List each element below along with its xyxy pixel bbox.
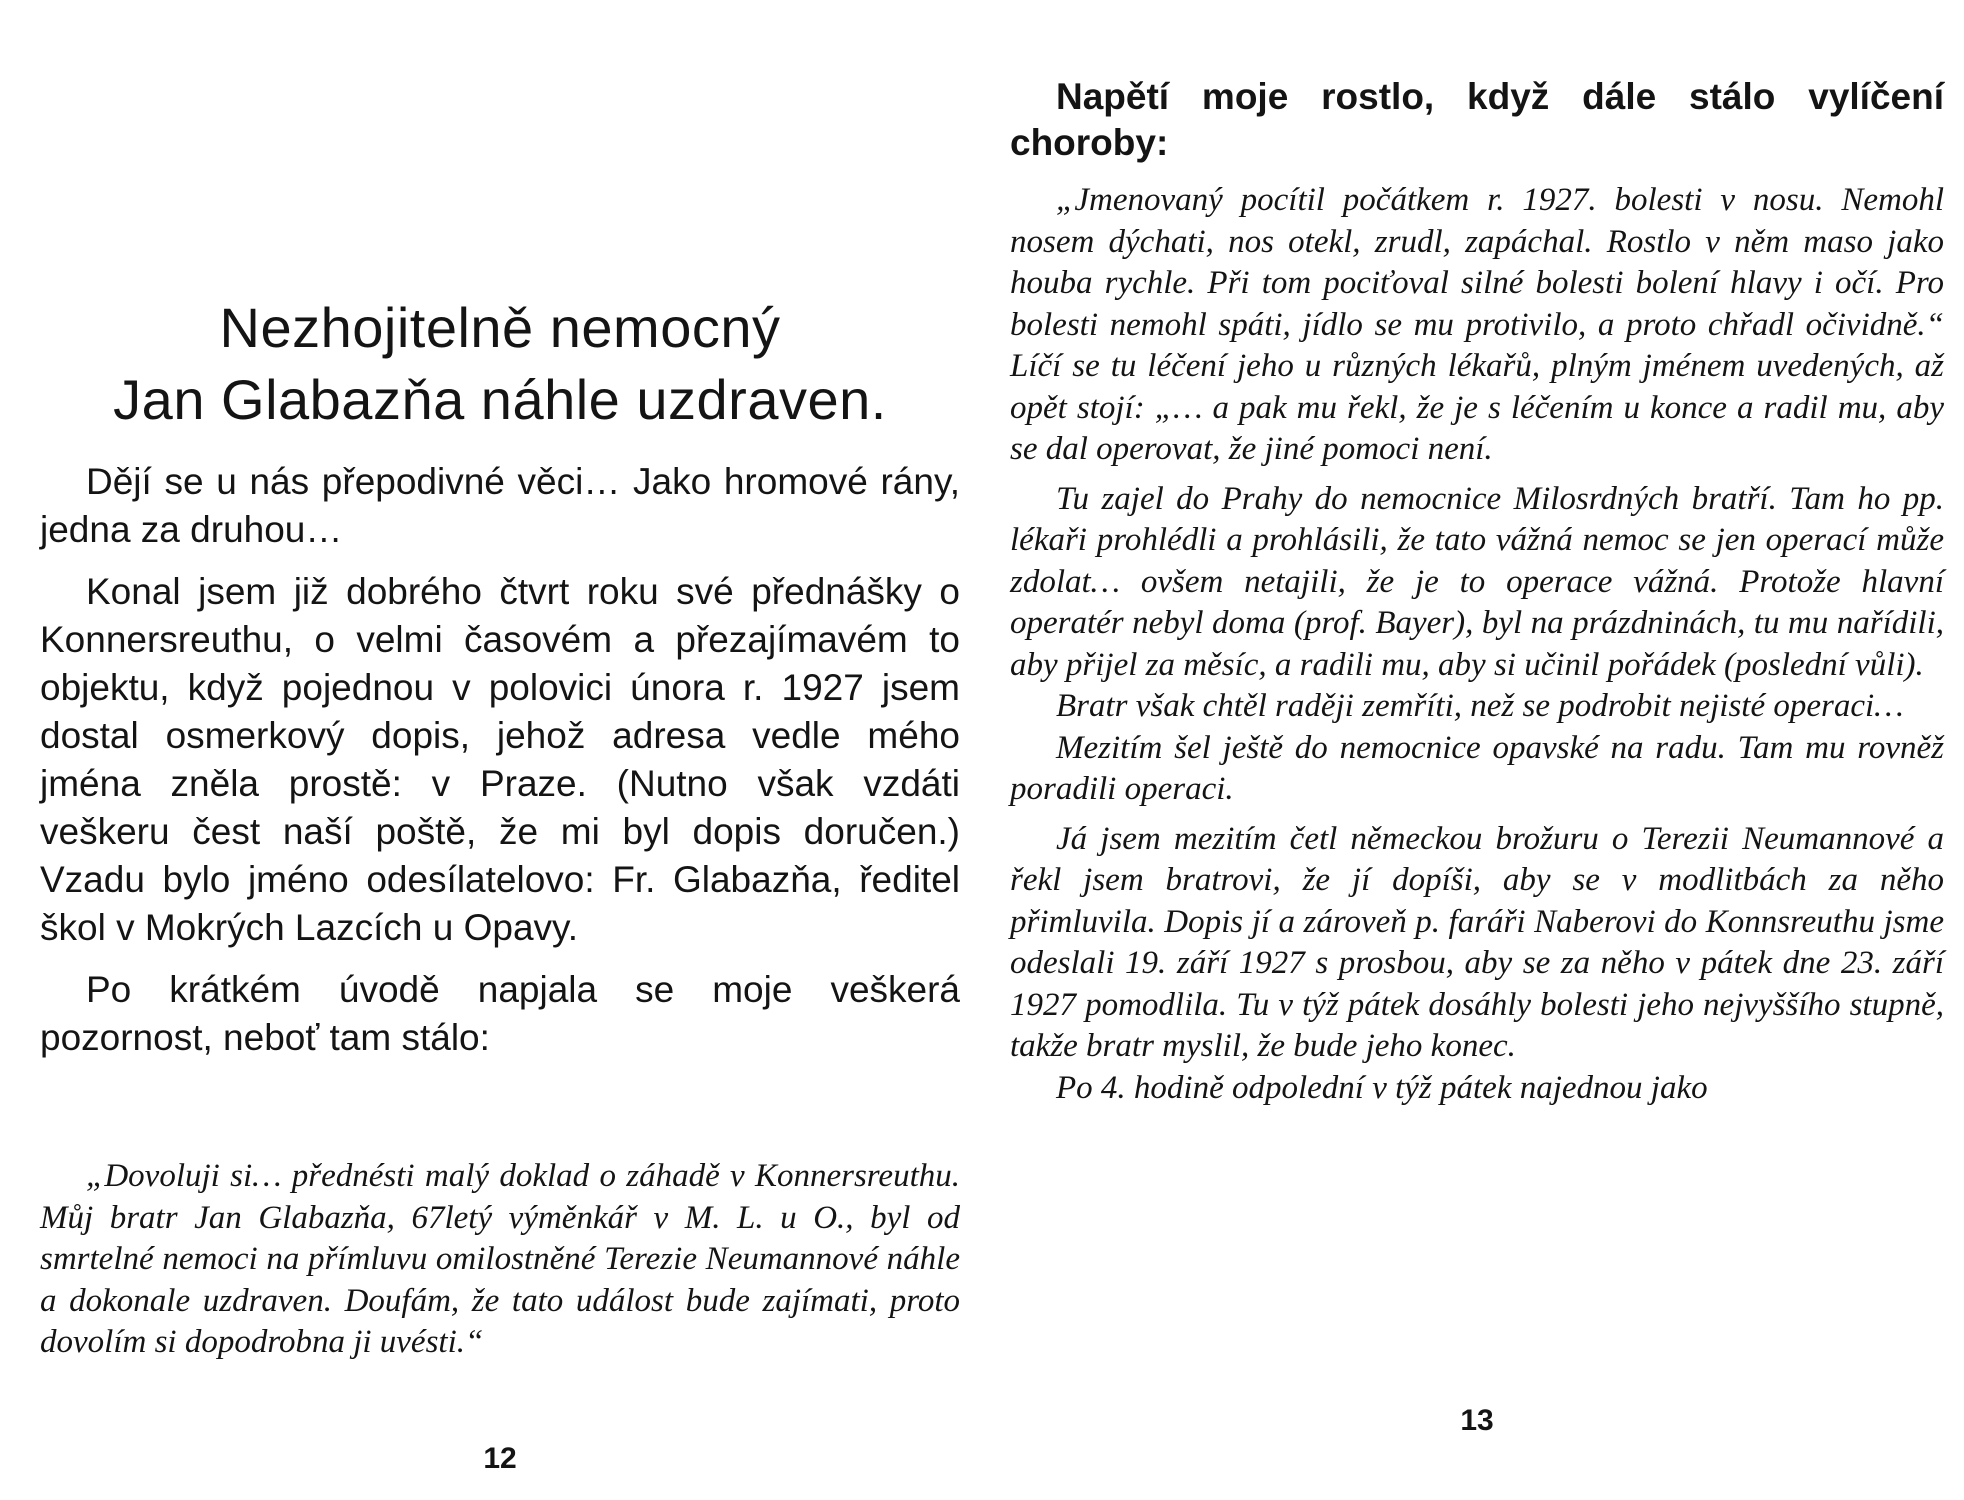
letter-quote: „Dovoluji si… přednésti malý doklad o záhadě v Konnersreuthu. Můj bratr Jan Glabazňa, 67letý výměnkář v M. L. u O., byl od smrtelné nemoci na přímluvu omilostněné Terezie Neumannové náhle a dokonale uzdraven. Doufám, že tato událost bude zajímati, proto dovolím si dopodrobna ji uvésti.“ xyxy=(40,1158,960,1360)
quote-paragraph: „Jmenovaný pocítil počátkem r. 1927. bolesti v nosu. Nemohl nosem dýchati, nos otekl, zrudl, zapáchal. Rostlo v něm maso jako houba rychle. Při tom pociťoval silné bolesti bolení hlavy i očí. Pro bolesti nemohl spáti, jídlo se mu protivilo, a proto chřadl očividně.“ Líčí se tu léčení jeho u různých lékařů, plným jménem uvedených, až opět stojí: „… a pak mu řekl, že je s léčením u konce a radil mu, aby se dal operovat, že jiné pomoci není. xyxy=(1010,182,1944,467)
quote-paragraph: Mezitím šel ještě do nemocnice opavské na radu. Tam mu rovněž poradili operaci. xyxy=(1010,729,1944,807)
left-page xyxy=(40,0,960,1500)
illness-description-quote xyxy=(1010,180,1944,1109)
page-number-left: 12 xyxy=(483,1442,517,1475)
paragraph: Po krátkém úvodě napjala se moje veškerá pozornost, neboť tam stálo: xyxy=(40,969,960,1058)
left-body-text xyxy=(40,458,960,1076)
quote-paragraph: Tu zajel do Prahy do nemocnice Milosrdných bratří. Tam ho pp. lékaři prohlédli a prohlásili, že tato vážná nemoc se jen operací může zdolat… ovšem netajili, že je to operace vážná. Protože hlavní operatér nebyl doma (prof. Bayer), byl na prázdninách, tu mu nařídili, aby přijel za měsíc, a radili mu, aby si učinil pořádek (poslední vůli). xyxy=(1010,480,1944,683)
chapter-title-line-1: Nezhojitelně nemocný xyxy=(219,296,781,359)
quote-paragraph: Já jsem mezitím četl německou brožuru o Terezii Neumannové a řekl jsem bratrovi, že jí dopíši, aby se v modlitbách za něho přimluvila. Dopis jí a zároveň p. faráři Naberovi do Konnsreuthu jsme odeslali 19. září 1927 s prosbou, aby se za něho v pátek dne 23. září 1927 pomodlila. Tu v týž pátek dosáhly bolesti jeho nejvyššího stupně, takže bratr myslil, že bude jeho konec. xyxy=(1010,820,1944,1064)
lead-paragraph: Napětí moje rostlo, když dále stálo vylíčení choroby: xyxy=(1010,76,1944,163)
quote-paragraph: Bratr však chtěl raději zemříti, než se podrobit nejisté operaci… xyxy=(1056,688,1904,724)
paragraph: Konal jsem již dobrého čtvrt roku své přednášky o Konnersreuthu, o velmi časovém a přezajímavém to objektu, když pojednou v polovici února r. 1927 jsem dostal osmerkový dopis, jehož adresa vedle mého jména zněla prostě: v Praze. (Nutno však vzdáti veškeru čest naší poště, že mi byl dopis doručen.) Vzadu bylo jméno odesílatelovo: Fr. Glabazňa, ředitel škol v Mokrých Lazcích u Opavy. xyxy=(40,571,960,948)
chapter-title xyxy=(40,292,960,436)
right-page xyxy=(1010,0,1944,1500)
chapter-title-line-2: Jan Glabazňa náhle uzdraven. xyxy=(113,368,887,431)
paragraph: Dějí se u nás přepodivné věci… Jako hromové rány, jedna za druhou… xyxy=(40,461,960,550)
page-number-right: 13 xyxy=(1460,1404,1494,1437)
quote-paragraph: Po 4. hodině odpolední v týž pátek najednou jako xyxy=(1056,1069,1708,1106)
